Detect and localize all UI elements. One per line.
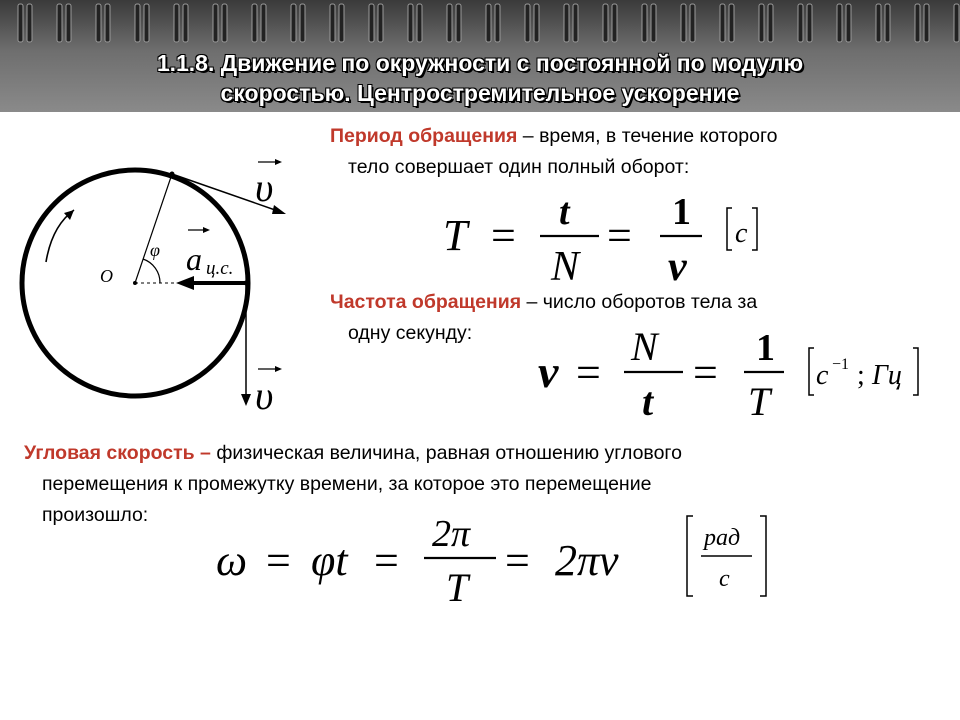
period-eq-1: = — [491, 211, 516, 260]
slide-title-line-1: 1.1.8. Движение по окружности с постоянной по модулю — [156, 50, 804, 76]
period-num-2: 1 — [672, 191, 691, 233]
angular-den: T — [446, 565, 469, 610]
frequency-unit-exp: −1 — [832, 356, 850, 373]
period-term: Период обращения — [330, 125, 518, 147]
frequency-dash: – — [521, 291, 543, 313]
period-dash: – — [517, 125, 540, 147]
frequency-num-1: N — [631, 324, 658, 369]
frequency-lhs: ν — [538, 346, 559, 397]
angular-text-line-1: физическая величина, равная отношению углового — [210, 442, 682, 464]
frequency-den-2: T — [748, 379, 771, 424]
frequency-text-line-2: одну секунду: — [348, 322, 473, 344]
bracket-left — [687, 516, 693, 596]
frequency-unit-base: c — [816, 360, 829, 391]
velocity-label-top: υ — [255, 165, 274, 210]
bracket-right — [760, 516, 766, 596]
period-text-line-1: время, в течение которого — [539, 125, 778, 147]
bracket-left — [727, 208, 732, 250]
frequency-unit-sep: ; — [857, 360, 865, 391]
angular-eq-1: = — [266, 536, 291, 585]
frequency-num-2: 1 — [756, 327, 775, 369]
velocity-label-right: υ — [255, 373, 274, 418]
angular-unit-den: c — [719, 566, 730, 592]
center-label: O — [100, 266, 113, 286]
frequency-text-line-1: число оборотов тела за — [542, 291, 758, 313]
period-eq-2: = — [607, 211, 632, 260]
period-num-1: t — [559, 191, 570, 233]
frequency-unit-alt: Гц — [872, 360, 902, 391]
frequency-formula — [538, 324, 918, 424]
angle-label: φ — [150, 240, 160, 260]
period-lhs: T — [443, 211, 468, 260]
period-formula — [443, 191, 757, 290]
angular-rhs: 2πν — [555, 536, 619, 585]
bracket-left — [809, 348, 814, 395]
angular-unit-num: рад — [704, 525, 741, 551]
angular-mid: φt — [311, 536, 348, 585]
angular-lhs: ω — [216, 536, 248, 585]
period-den-1: N — [551, 244, 580, 290]
accel-label: a — [186, 241, 202, 277]
accel-subscript: ц.с. — [206, 258, 234, 279]
period-text-line-2: тело совершает один полный оборот: — [348, 156, 690, 178]
angular-num: 2π — [432, 513, 471, 555]
angular-formula — [216, 513, 766, 610]
period-den-2: ν — [668, 244, 687, 290]
frequency-term: Частота обращения — [330, 291, 522, 313]
bracket-right — [913, 348, 918, 395]
period-unit: c — [735, 218, 748, 249]
angular-text-line-3: произошло: — [42, 504, 149, 526]
bracket-right — [752, 208, 757, 250]
angular-text-line-2: перемещения к промежутку времени, за которое это перемещение — [42, 473, 652, 495]
angular-eq-3: = — [505, 536, 530, 585]
frequency-eq-1: = — [576, 348, 601, 397]
frequency-den-1: t — [642, 379, 654, 424]
slide-title-line-2: скоростью. Центростремительное ускорение — [220, 80, 740, 106]
frequency-eq-2: = — [693, 348, 718, 397]
angular-term: Угловая скорость – — [24, 442, 211, 464]
angular-eq-2: = — [374, 536, 399, 585]
